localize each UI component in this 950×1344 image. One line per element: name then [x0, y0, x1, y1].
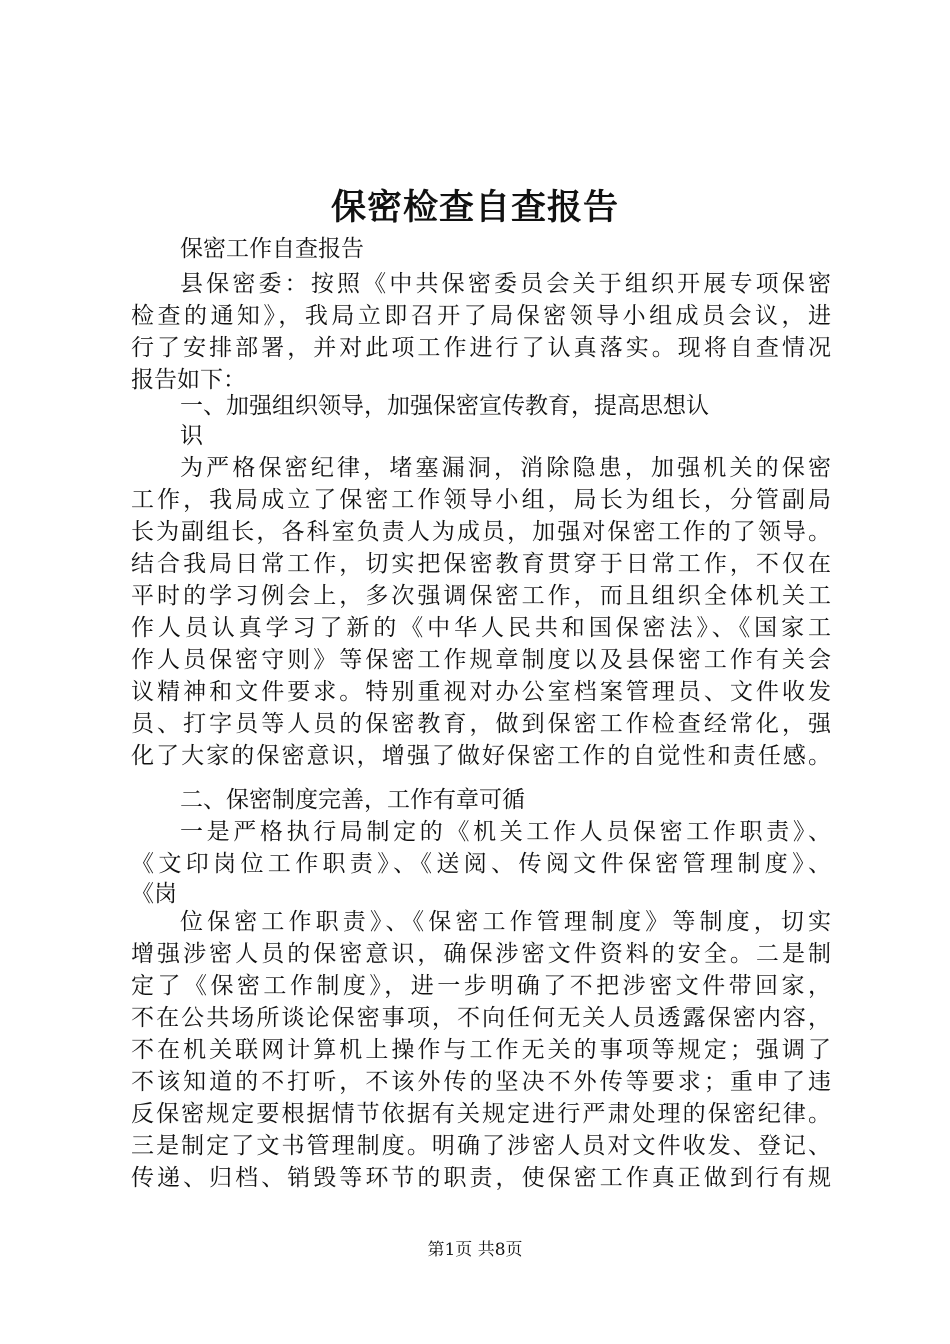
body-line: 工作，我局成立了保密工作领导小组，局长为组长，分管副局 — [131, 487, 831, 513]
document-title: 保密检查自查报告 — [330, 187, 619, 228]
body-line: 检查的通知》，我局立即召开了局保密领导小组成员会议，进 — [131, 303, 831, 329]
subtitle-line: 保密工作自查报告 — [180, 236, 364, 262]
body-line: 不在公共场所谈论保密事项，不向任何无关人员透露保密内容， — [131, 1005, 831, 1031]
body-line: 反保密规定要根据情节依据有关规定进行严肃处理的保密纪律。 — [131, 1101, 831, 1127]
section-heading: 一、加强组织领导，加强保密宣传教育，提高思想认 — [180, 393, 709, 419]
body-line: 位保密工作职责》、《保密工作管理制度》等制度，切实 — [180, 909, 831, 935]
body-line: 行了安排部署，并对此项工作进行了认真落实。现将自查情况 — [131, 335, 831, 361]
body-line: 三是制定了文书管理制度。明确了涉密人员对文件收发、登记、 — [131, 1133, 831, 1159]
body-line: 报告如下： — [131, 367, 246, 393]
body-line: 《岗 — [131, 881, 177, 907]
body-line: 传递、归档、销毁等环节的职责，使保密工作真正做到行有规 — [131, 1165, 831, 1191]
body-line: 为严格保密纪律，堵塞漏洞，消除隐患，加强机关的保密 — [180, 455, 831, 481]
body-line: 作人员认真学习了新的《中华人民共和国保密法》、《国家工 — [131, 615, 831, 641]
page-footer: 第1页 共8页 — [427, 1240, 523, 1260]
body-line: 结合我局日常工作，切实把保密教育贯穿于日常工作，不仅在 — [131, 551, 831, 577]
section-heading: 二、保密制度完善，工作有章可循 — [180, 787, 525, 813]
body-line: 作人员保密守则》等保密工作规章制度以及县保密工作有关会 — [131, 647, 831, 673]
body-line: 定了《保密工作制度》，进一步明确了不把涉密文件带回家， — [131, 973, 831, 999]
section-heading: 识 — [180, 423, 203, 449]
body-line: 《文印岗位工作职责》、《送阅、传阅文件保密管理制度》、 — [131, 851, 831, 877]
body-line: 不在机关联网计算机上操作与工作无关的事项等规定；强调了 — [131, 1037, 831, 1063]
body-line: 增强涉密人员的保密意识，确保涉密文件资料的安全。二是制 — [131, 941, 831, 967]
body-line: 化了大家的保密意识，增强了做好保密工作的自觉性和责任感。 — [131, 743, 831, 769]
body-line: 平时的学习例会上，多次强调保密工作，而且组织全体机关工 — [131, 583, 831, 609]
body-line: 长为副组长，各科室负责人为成员，加强对保密工作的了领导。 — [131, 519, 831, 545]
body-line: 议精神和文件要求。特别重视对办公室档案管理员、文件收发 — [131, 679, 831, 705]
body-line: 不该知道的不打听，不该外传的坚决不外传等要求；重申了违 — [131, 1069, 831, 1095]
body-line: 县保密委：按照《中共保密委员会关于组织开展专项保密 — [180, 271, 831, 297]
body-line: 一是严格执行局制定的《机关工作人员保密工作职责》、 — [180, 819, 831, 845]
body-line: 员、打字员等人员的保密教育，做到保密工作检查经常化，强 — [131, 711, 831, 737]
